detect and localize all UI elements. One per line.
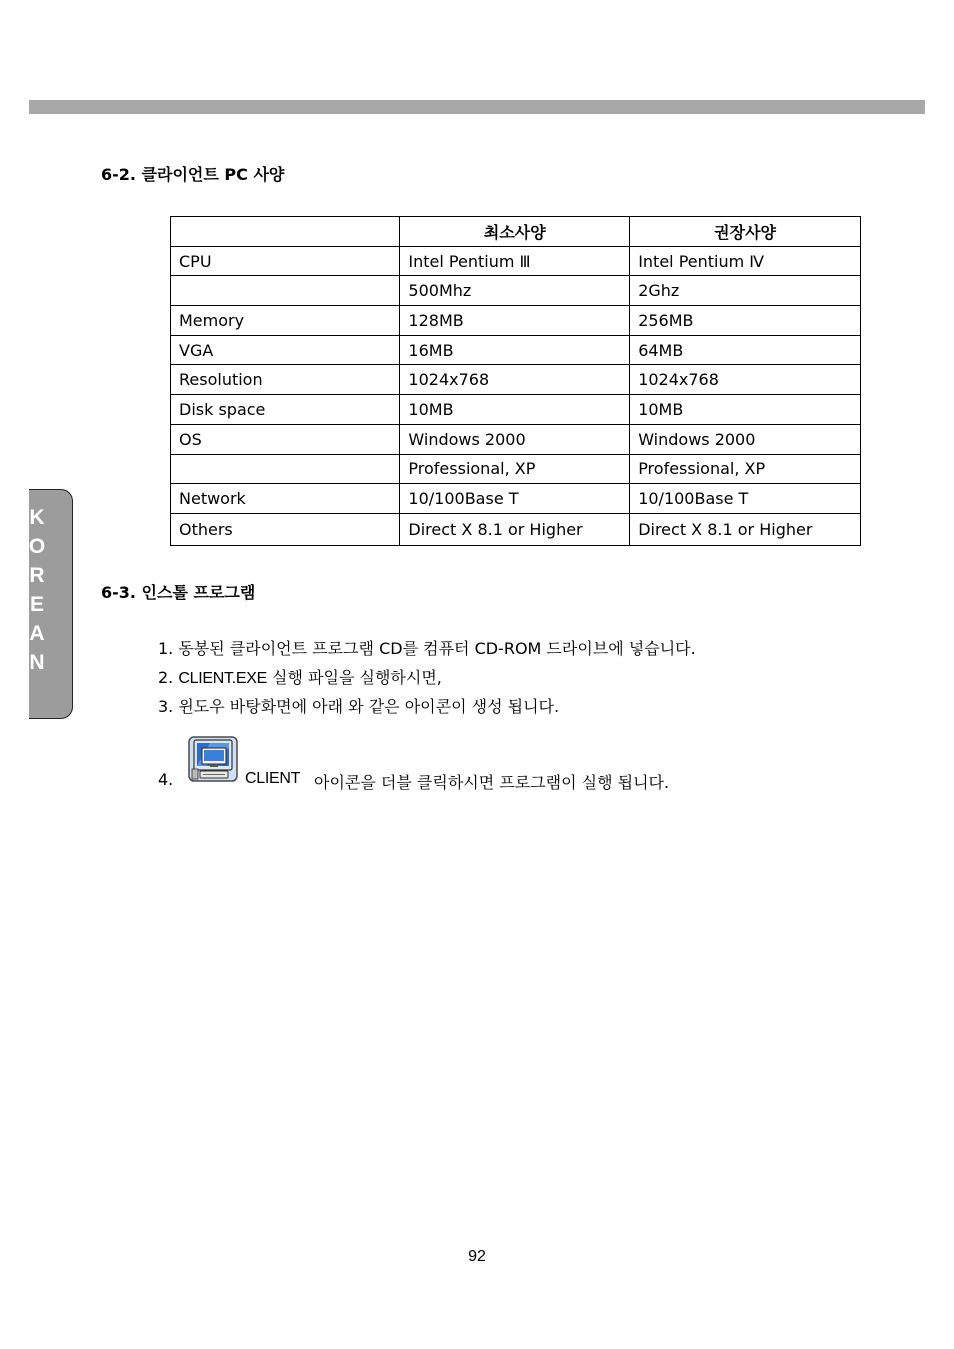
table-cell: 1024x768	[630, 365, 861, 395]
table-cell: CPU	[171, 246, 400, 276]
table-cell: Disk space	[171, 395, 400, 425]
table-cell: 500Mhz	[400, 276, 630, 306]
table-cell: Direct X 8.1 or Higher	[400, 513, 630, 545]
table-cell: 64MB	[630, 335, 861, 365]
table-cell: Network	[171, 484, 400, 514]
table-cell: OS	[171, 424, 400, 454]
section-heading-install: 6-3. 인스톨 프로그램	[101, 583, 256, 602]
client-spec-table	[170, 216, 861, 546]
table-header-cell	[171, 217, 400, 247]
header-bar	[29, 100, 925, 114]
table-cell: 10/100Base T	[630, 484, 861, 514]
table-cell: Others	[171, 513, 400, 545]
table-cell: Windows 2000	[630, 424, 861, 454]
step-2-text: 실행 파일을 실행하시면,	[266, 668, 442, 687]
side-tab-letter: A	[29, 622, 45, 645]
install-step-4-number: 4.	[158, 770, 174, 789]
table-header-cell: 권장사양	[630, 217, 861, 247]
client-computer-icon[interactable]	[188, 736, 238, 782]
table-cell: 10MB	[630, 395, 861, 425]
table-row	[171, 484, 861, 514]
table-row	[171, 365, 861, 395]
step-2-prefix: 2.	[158, 668, 179, 687]
table-cell: Resolution	[171, 365, 400, 395]
table-cell: 2Ghz	[630, 276, 861, 306]
table-cell: Intel Pentium Ⅲ	[400, 246, 630, 276]
client-exe-filename: CLIENT.EXE	[178, 670, 267, 687]
side-tab-letter: O	[28, 535, 46, 558]
table-row	[171, 513, 861, 545]
side-tab-letters	[29, 503, 45, 677]
table-cell: 10MB	[400, 395, 630, 425]
table-cell: VGA	[171, 335, 400, 365]
table-cell: Intel Pentium Ⅳ	[630, 246, 861, 276]
table-row	[171, 306, 861, 336]
install-step-3: 3. 윈도우 바탕화면에 아래 와 같은 아이콘이 생성 됩니다.	[158, 697, 560, 716]
table-header-cell: 최소사양	[400, 217, 630, 247]
table-cell: 256MB	[630, 306, 861, 336]
table-cell: Memory	[171, 306, 400, 336]
section-heading-client-spec: 6-2. 클라이언트 PC 사양	[101, 165, 285, 184]
table-cell: Windows 2000	[400, 424, 630, 454]
table-cell: Professional, XP	[630, 454, 861, 484]
table-row	[171, 395, 861, 425]
table-cell	[171, 454, 400, 484]
table-row	[171, 454, 861, 484]
table-cell: 10/100Base T	[400, 484, 630, 514]
table-cell: 1024x768	[400, 365, 630, 395]
table-row	[171, 276, 861, 306]
table-cell: 16MB	[400, 335, 630, 365]
install-step-1: 1. 동봉된 클라이언트 프로그램 CD를 컴퓨터 CD-ROM 드라이브에 넣습니다.	[158, 639, 696, 658]
side-tab-letter: R	[29, 564, 45, 587]
table-row	[171, 246, 861, 276]
table-cell: Professional, XP	[400, 454, 630, 484]
page-number: 92	[468, 1248, 486, 1265]
table-row	[171, 424, 861, 454]
install-step-2	[158, 665, 442, 688]
side-tab-letter: N	[29, 651, 45, 674]
install-step-4-text: 아이콘을 더블 클릭하시면 프로그램이 실행 됩니다.	[314, 773, 670, 792]
side-tab-letter: K	[29, 506, 45, 529]
table-header-row	[171, 217, 861, 247]
table-row	[171, 335, 861, 365]
table-cell	[171, 276, 400, 306]
table-cell: Direct X 8.1 or Higher	[630, 513, 861, 545]
side-tab-letter: E	[29, 593, 44, 616]
table-cell: 128MB	[400, 306, 630, 336]
client-icon-label: CLIENT	[245, 770, 301, 787]
